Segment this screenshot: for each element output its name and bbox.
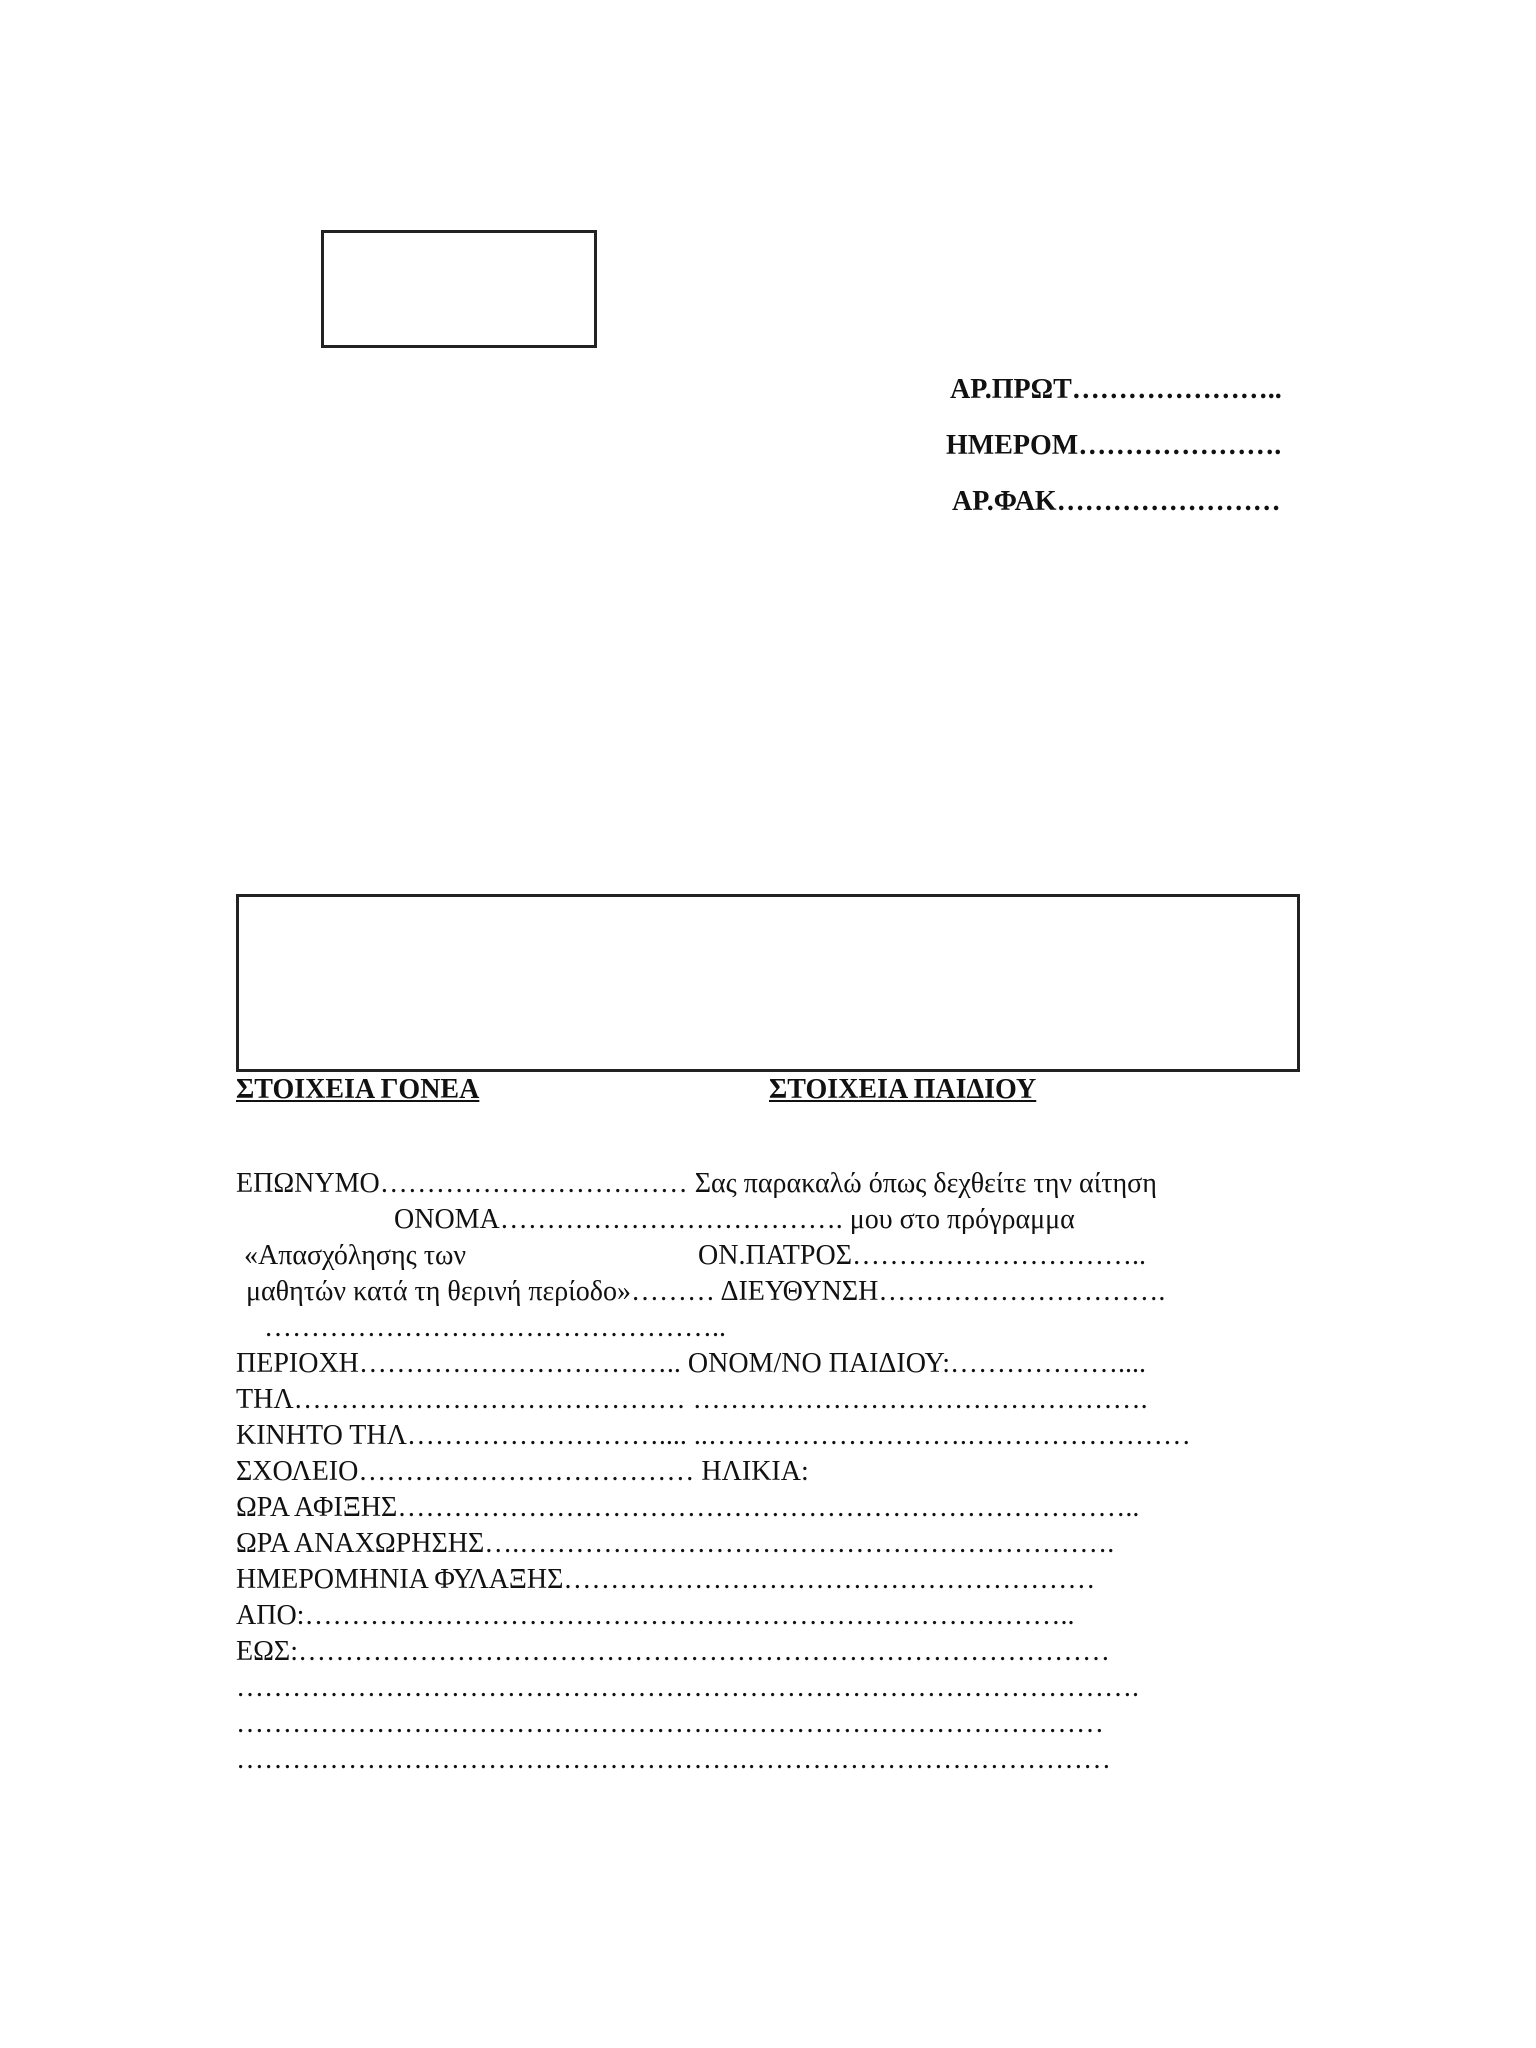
blank-line-2: ………………………………………………………………………………… (236, 1708, 1104, 1739)
area-line: ΠΕΡΙΟΧΗ…………………………….. ΟΝΟΜ/ΝΟ ΠΑΙΔΙΟΥ:……………….... (236, 1348, 1147, 1379)
blank-line-1: ……………………………………………………………………………………. (236, 1672, 1139, 1703)
mobile-phone-line: ΚΙΝΗΤΟ ΤΗΛ……………………….... ..……………………….…………………… (236, 1420, 1191, 1451)
to-line: ΕΩΣ:…………………………………………………………………………… (236, 1636, 1110, 1667)
from-line: ΑΠΟ:……………………………………………………………………….. (236, 1600, 1075, 1631)
program-line: «Απασχόλησης των (244, 1240, 467, 1271)
reference-block (940, 362, 1360, 530)
name-line: ΟΝΟΜΑ………………………………. μου στο πρόγραμμα (394, 1204, 1075, 1235)
address-line: μαθητών κατά τη θερινή περίοδο»……… ΔΙΕΥΘΥΝΣΗ…………………………. (246, 1276, 1166, 1307)
protocol-number-field: ΑΡ.ΠΡΩΤ………………….. (950, 374, 1282, 405)
blank-line-3: ……………………………………………….………………………………… (236, 1744, 1111, 1775)
title-box (236, 894, 1300, 1072)
care-date-line: ΗΜΕΡΟΜΗΝΙΑ ΦΥΛΑΞΗΣ………………………………………………… (236, 1564, 1096, 1595)
address-continuation-line: ………………………………………….. (264, 1312, 726, 1343)
father-name-line: ΟΝ.ΠΑΤΡΟΣ………………………….. (698, 1240, 1146, 1271)
stamp-box (321, 230, 597, 348)
departure-time-line: ΩΡΑ ΑΝΑΧΩΡΗΣΗΣ….………………………………………………………. (236, 1528, 1115, 1559)
date-field: ΗΜΕΡΟΜ…………………. (946, 430, 1282, 461)
file-number-field: ΑΡ.ΦΑΚ…………………… (952, 486, 1281, 517)
child-section-heading: ΣΤΟΙΧΕΙΑ ΠΑΙΔΙΟΥ (769, 1074, 1037, 1105)
arrival-time-line: ΩΡΑ ΑΦΙΞΗΣ…………………………………………………………………….. (236, 1492, 1140, 1523)
surname-line: ΕΠΩΝΥΜΟ…………………………… Σας παρακαλώ όπως δεχθείτε την αίτηση (236, 1168, 1157, 1199)
phone-line: ΤΗΛ…………………………………… …………………………………………. (236, 1384, 1148, 1415)
school-line: ΣΧΟΛΕΙΟ……………………………… ΗΛΙΚΙΑ: (236, 1456, 809, 1487)
parent-section-heading: ΣΤΟΙΧΕΙΑ ΓΟΝΕΑ (236, 1074, 480, 1105)
